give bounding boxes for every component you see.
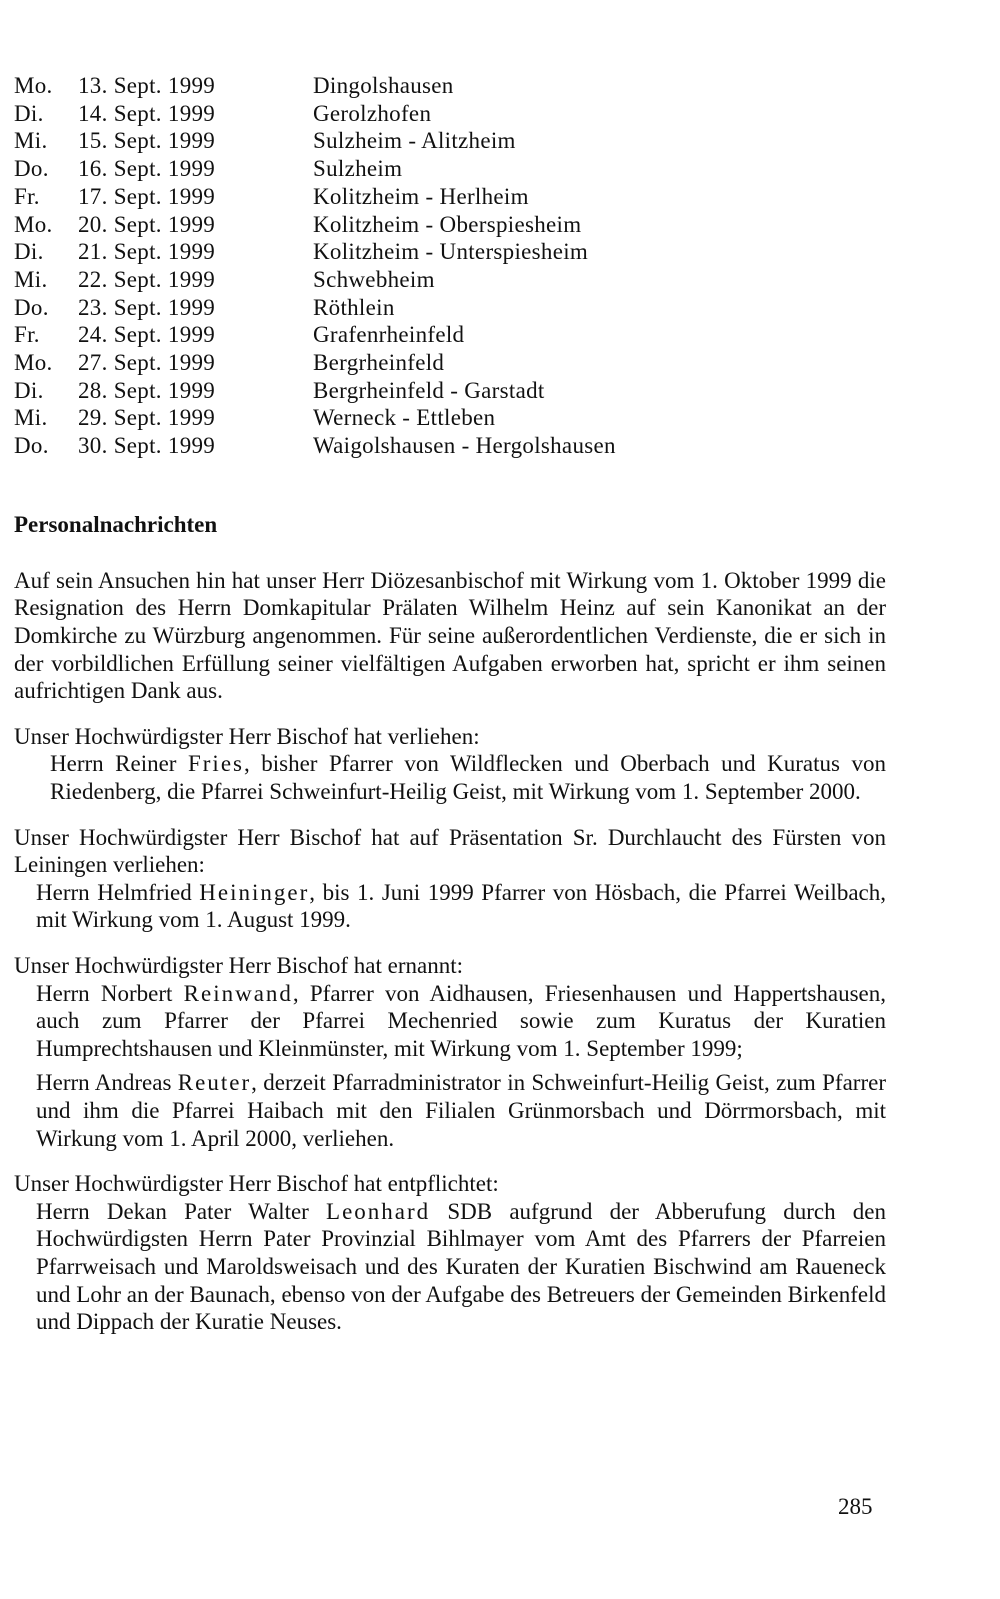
schedule-day: Do. [14,294,49,320]
schedule-day: Do. [14,433,49,459]
schedule-day: Mi. [14,405,48,431]
schedule-date: 30. Sept. 1999 [78,433,216,459]
entry-text: SDB aufgrund der Abberufung durch den Hochwürdigsten Herrn Pater Provinzial Bihlmayer vom Amt des Pfarrers der Pfarreien Pfarrweisach und Maroldsweisach und des Kuraten der Kuratien Bischwind am Raueneck und Lohr an der Baunach, ebenso von der Aufgabe des Betreuers der Gemeinden Birkenfeld und Dippach der Kuratie Neuses. [36,1198,886,1335]
entry-prefix: Herrn Helmfried [36,879,200,905]
entry-prefix: Herrn Dekan Pater Walter [36,1198,327,1224]
person-name: Leonhard [326,1198,431,1224]
entry-text: , bis 1. Juni 1999 Pfarrer von Hösbach, die Pfarrei Weilbach, mit Wirkung vom 1. August 1999. [36,879,886,933]
schedule-day: Mi. [14,128,48,154]
person-name: Reinwand [183,980,293,1006]
schedule-place: Werneck - Ettleben [313,405,496,431]
schedule-row [14,266,886,294]
schedule-date: 22. Sept. 1999 [78,266,216,292]
schedule-place: Dingolshausen [313,73,454,98]
entry-prefix: Herrn Andreas [36,1070,178,1096]
schedule-place: Röthlein [313,294,395,320]
schedule-row [14,155,886,183]
presentation-intro: Unser Hochwürdigster Herr Bischof hat auf Präsentation Sr. Durchlaucht des Fürsten von Leiningen verliehen: [14,824,886,878]
schedule-date: 29. Sept. 1999 [78,405,216,431]
schedule-date: 27. Sept. 1999 [78,350,216,376]
conferred-intro: Unser Hochwürdigster Herr Bischof hat verliehen: [14,723,480,749]
document-page [14,72,886,1336]
schedule-list [14,72,886,460]
schedule-date: 17. Sept. 1999 [78,183,216,209]
schedule-date: 21. Sept. 1999 [78,239,216,265]
entry-prefix: Herrn Norbert [36,980,184,1006]
schedule-place: Waigolshausen - Hergolshausen [313,433,616,459]
schedule-place: Kolitzheim - Oberspiesheim [313,211,582,237]
schedule-day: Di. [14,100,44,126]
schedule-row [14,377,886,405]
schedule-place: Schwebheim [313,266,435,292]
schedule-day: Mi. [14,266,48,292]
page-number: 285 [838,1494,873,1519]
schedule-row [14,72,886,100]
schedule-place: Kolitzheim - Unterspiesheim [313,239,589,265]
schedule-day: Di. [14,377,44,403]
released-intro: Unser Hochwürdigster Herr Bischof hat entpflichtet: [14,1171,499,1197]
resignation-paragraph: Auf sein Ansuchen hin hat unser Herr Diözesanbischof mit Wirkung vom 1. Oktober 1999 die Resignation des Herrn Domkapitular Prälaten Wilhelm Heinz auf sein Kanonikat an der Domkirche zu Würzburg angenommen. Für seine außerordentlichen Verdienste, die er sich in der vorbildlichen Erfüllung seiner vielfältigen Aufgaben erworben hat, spricht er ihm seinen aufrichtigen Dank aus. [14,567,886,704]
schedule-date: 13. Sept. 1999 [78,73,216,98]
entry-text: , derzeit Pfarradministrator in Schweinfurt-Heilig Geist, zum Pfarrer und ihm die Pfarrei Haibach mit den Filialen Grünmorsbach und Dörrmorsbach, mit Wirkung vom 1. April 2000, verliehen. [36,1070,886,1151]
schedule-day: Mo. [14,211,53,237]
schedule-date: 15. Sept. 1999 [78,128,216,154]
schedule-day: Fr. [14,322,40,348]
schedule-row [14,432,886,460]
schedule-place: Gerolzhofen [313,100,432,126]
appointed-entry [36,1069,886,1152]
schedule-day: Do. [14,156,49,182]
schedule-row [14,238,886,266]
schedule-place: Sulzheim [313,156,403,182]
entry-prefix: Herrn Reiner [50,751,188,777]
conferred-entry [50,750,886,805]
schedule-row [14,127,886,155]
schedule-place: Grafenrheinfeld [313,322,465,348]
schedule-date: 20. Sept. 1999 [78,211,216,237]
schedule-row [14,321,886,349]
schedule-date: 14. Sept. 1999 [78,100,216,126]
schedule-date: 16. Sept. 1999 [78,156,216,182]
schedule-place: Kolitzheim - Herlheim [313,183,529,209]
schedule-place: Sulzheim - Alitzheim [313,128,516,154]
appointed-entry [36,980,886,1063]
presentation-entry [36,879,886,934]
schedule-date: 28. Sept. 1999 [78,377,216,403]
schedule-day: Mo. [14,350,53,376]
schedule-row [14,183,886,211]
released-entry [36,1198,886,1336]
schedule-date: 24. Sept. 1999 [78,322,216,348]
schedule-row [14,349,886,377]
schedule-day: Di. [14,239,44,265]
person-name: Fries [187,751,244,777]
schedule-row [14,294,886,322]
schedule-day: Fr. [14,183,40,209]
section-heading: Personalnachrichten [14,511,218,537]
entry-text: , bisher Pfarrer von Wildflecken und Oberbach und Kuratus von Riedenberg, die Pfarrei Schweinfurt-Heilig Geist, mit Wirkung vom 1. September 2000. [50,751,886,804]
schedule-date: 23. Sept. 1999 [78,294,216,320]
entry-text: , Pfarrer von Aidhausen, Friesenhausen und Happertshausen, auch zum Pfarrer der Pfarrei Mechenried sowie zum Kuratus der Kuratien Humprechtshausen und Kleinmünster, mit Wirkung vom 1. September 1999; [36,980,886,1061]
person-name: Heininger [199,879,310,905]
schedule-row [14,211,886,239]
schedule-place: Bergrheinfeld - Garstadt [313,377,545,403]
schedule-row [14,100,886,128]
schedule-day: Mo. [14,73,53,98]
appointed-intro: Unser Hochwürdigster Herr Bischof hat ernannt: [14,952,464,978]
schedule-row [14,404,886,432]
person-name: Reuter [177,1070,252,1096]
schedule-place: Bergrheinfeld [313,350,445,376]
